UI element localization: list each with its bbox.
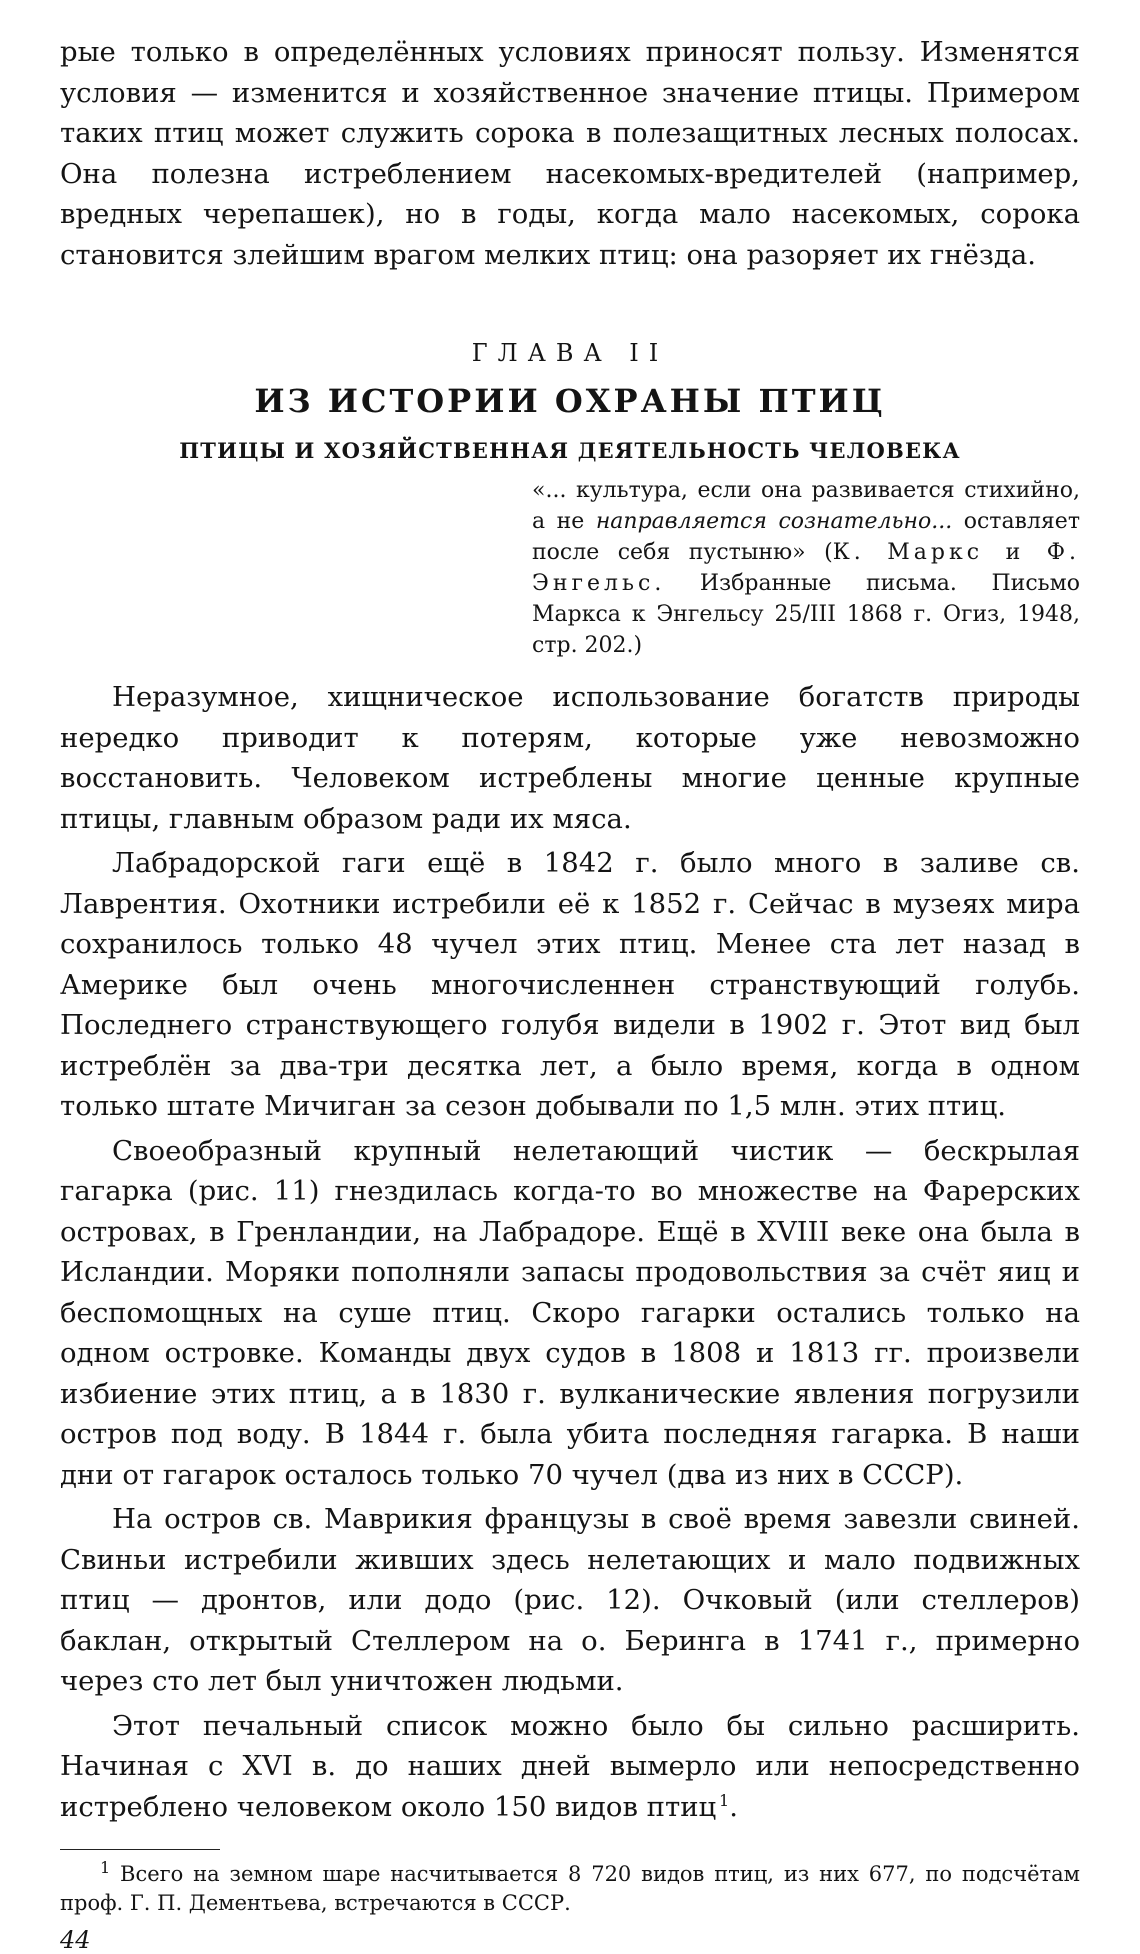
book-page [60, 32, 1080, 1954]
body-paragraph-5: Этот печальный список можно было бы сильно расширить. Начиная с XVI в. до наших дней вымерло или непосредственно истреблено человеком около 150 видов птиц $^1$. [60, 1709, 1080, 1823]
body-paragraph-5-text: Этот печальный список можно было бы сильно расширить. Начиная с XVI в. до наших дней вымерло или непосредственно истреблено человеком около 150 видов птиц [60, 1709, 1080, 1823]
footnote-reference[interactable]: 1 [719, 1790, 730, 1810]
footnote-divider [60, 1849, 220, 1850]
epigraph-quote-italic: направляется сознательно... [595, 509, 953, 534]
epigraph-source-rest: Избранные письма. Письмо Маркса к Энгельсу 25/III 1868 г. Огиз, 1948, стр. 202.) [532, 571, 1080, 658]
footnote-marker: 1 [100, 1858, 111, 1877]
footnote-text: Всего на земном шаре насчитывается 8 720 видов птиц, из них 677, по подсчётам проф. Г. П. Дементьева, встречаются в СССР. [60, 1862, 1080, 1915]
chapter-title: ИЗ ИСТОРИИ ОХРАНЫ ПТИЦ [254, 382, 886, 420]
epigraph-source-authors: К. Маркс и Ф. Энгельс. [532, 540, 1080, 596]
body-paragraph-2: Лабрадорской гаги ещё в 1842 г. было много в заливе св. Лаврентия. Охотники истребили её к 1852 г. Сейчас в музеях мира сохранилось только 48 чучел этих птиц. Менее ста лет назад в Америке был очень многочисленнен странствующий голубь. Последнего странствующего голубя видели в 1902 г. Этот вид был истреблён за два-три десятка лет, а было время, когда в одном только штате Мичиган за сезон добывали по 1,5 млн. этих птиц. [60, 847, 1080, 1122]
page-number: 44 [60, 1926, 91, 1954]
epigraph-quote-end: оставляет после себя пустыню» [532, 509, 1080, 565]
epigraph [532, 475, 1080, 661]
epigraph-quote-start: «... культура, если она развивается стихийно, а не [532, 478, 1080, 534]
body-paragraph-3: Своеобразный крупный нелетающий чистик — бескрылая гагарка (рис. 11) гнездилась когда-то во множестве на Фарерских островах, в Гренландии, на Лабрадоре. Ещё в XVIII веке она была в Исландии. Моряки пополняли запасы продовольствия за счёт яиц и беспомощных на суше птиц. Скоро гагарки остались только на одном островке. Команды двух судов в 1808 и 1813 гг. произвели избиение этих птиц, а в 1830 г. вулканические явления погрузили остров под воду. В 1844 г. была убита последняя гагарка. В наши дни от гагарок осталось только 70 чучел (два из них в СССР). [60, 1134, 1080, 1491]
section-title: ПТИЦЫ И ХОЗЯЙСТВЕННАЯ ДЕЯТЕЛЬНОСТЬ ЧЕЛОВЕКА [179, 438, 961, 463]
epigraph-source-open: ( [824, 540, 833, 565]
footnote [60, 1860, 1080, 1918]
body-paragraph-1: Неразумное, хищническое использование богатств природы нередко приводит к потерям, которые уже невозможно восстановить. Человеком истреблены многие ценные крупные птицы, главным образом ради их мяса. [60, 681, 1080, 835]
intro-paragraph: рые только в определённых условиях приносят пользу. Изменятся условия — изменится и хозяйственное значение птицы. Примером таких птиц может служить сорока в полезащитных лесных полосах. Она полезна истреблением насекомых-вредителей (например, вредных черепашек), но в годы, когда мало насекомых, сорока становится злейшим врагом мелких птиц: она разоряет их гнёзда. [60, 36, 1080, 271]
body-paragraph-4: На остров св. Маврикия французы в своё время завезли свиней. Свиньи истребили живших здесь нелетающих и мало подвижных птиц — дронтов, или додо (рис. 12). Очковый (или стеллеров) баклан, открытый Стеллером на о. Беринга в 1741 г., примерно через сто лет был уничтожен людьми. [60, 1503, 1080, 1697]
chapter-label: ГЛАВА II [471, 339, 669, 367]
